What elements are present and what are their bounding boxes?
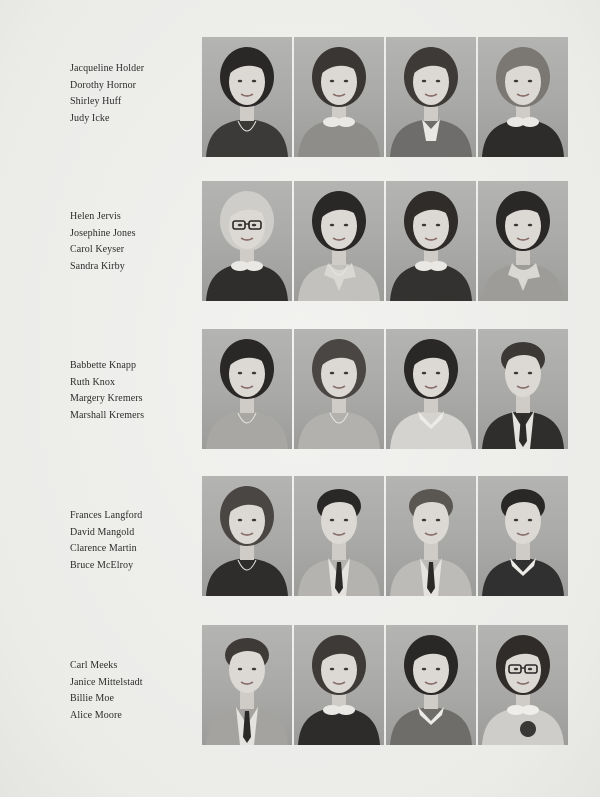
portrait-image — [478, 476, 568, 596]
student-row — [0, 37, 600, 157]
portrait-image — [478, 37, 568, 157]
student-portrait — [294, 329, 384, 449]
student-name: Frances Langford — [70, 510, 143, 521]
student-row — [0, 329, 600, 449]
portrait-strip — [202, 37, 570, 157]
portrait-image — [478, 625, 568, 745]
portrait-strip — [202, 181, 570, 301]
student-name: Alice Moore — [70, 709, 122, 721]
student-name: David Mangold — [70, 526, 135, 538]
portrait-image — [386, 329, 476, 449]
student-name: Josephine Jones — [70, 227, 136, 239]
student-portrait — [478, 329, 568, 449]
student-portrait — [294, 625, 384, 745]
portrait-strip — [202, 476, 570, 596]
portrait-image — [202, 476, 292, 596]
student-portrait — [202, 181, 292, 301]
student-portrait — [294, 476, 384, 596]
portrait-image — [478, 181, 568, 301]
student-name: Janice Mittelstadt — [70, 676, 143, 688]
name-list — [70, 658, 190, 724]
student-name: Ruth Knox — [70, 376, 116, 388]
portrait-image — [294, 37, 384, 157]
portrait-image — [386, 181, 476, 301]
student-portrait — [478, 181, 568, 301]
portrait-image — [386, 476, 476, 596]
portrait-image — [386, 37, 476, 157]
name-list — [70, 209, 190, 275]
student-row — [0, 476, 600, 596]
name-list — [70, 61, 190, 127]
portrait-strip — [202, 329, 570, 449]
portrait-image — [294, 181, 384, 301]
student-name: Helen Jervis — [70, 211, 121, 222]
portrait-image — [294, 625, 384, 745]
student-name: Clarence Martin — [70, 543, 137, 554]
student-portrait — [386, 329, 476, 449]
student-portrait — [478, 476, 568, 596]
student-name: Judy Icke — [70, 112, 110, 124]
student-portrait — [478, 37, 568, 157]
student-name: Carol Keyser — [70, 244, 125, 255]
portrait-image — [386, 625, 476, 745]
student-name: Carl Meeks — [70, 660, 118, 671]
student-portrait — [386, 625, 476, 745]
student-name: Margery Kremers — [70, 393, 143, 404]
student-portrait — [478, 625, 568, 745]
student-portrait — [386, 476, 476, 596]
portrait-image — [202, 37, 292, 157]
name-list — [70, 358, 190, 424]
portrait-image — [202, 625, 292, 745]
name-list — [70, 508, 190, 574]
student-name: Dorothy Hornor — [70, 79, 137, 91]
student-name: Billie Moe — [70, 693, 115, 704]
student-name: Shirley Huff — [70, 96, 122, 107]
portrait-strip — [202, 625, 570, 745]
student-portrait — [386, 37, 476, 157]
portrait-image — [294, 329, 384, 449]
portrait-image — [478, 329, 568, 449]
student-row — [0, 181, 600, 301]
portrait-image — [294, 476, 384, 596]
student-portrait — [294, 37, 384, 157]
student-name: Babbette Knapp — [70, 360, 137, 371]
student-row — [0, 625, 600, 745]
student-portrait — [202, 37, 292, 157]
student-name: Jacqueline Holder — [70, 63, 145, 74]
student-name: Sandra Kirby — [70, 260, 125, 272]
portrait-image — [202, 181, 292, 301]
student-portrait — [202, 476, 292, 596]
student-portrait — [386, 181, 476, 301]
student-name: Bruce McElroy — [70, 559, 134, 571]
portrait-image — [202, 329, 292, 449]
student-portrait — [202, 329, 292, 449]
student-portrait — [202, 625, 292, 745]
student-portrait — [294, 181, 384, 301]
student-name: Marshall Kremers — [70, 409, 145, 421]
